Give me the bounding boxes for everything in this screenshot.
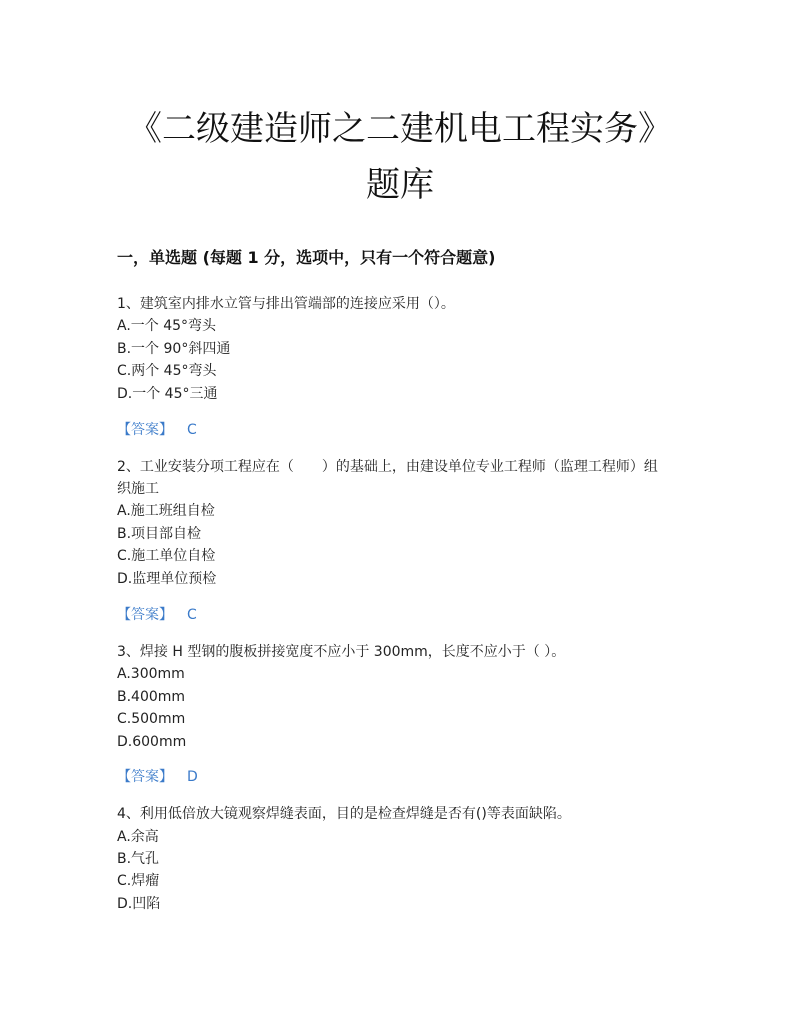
question-stem-continued: 织施工 — [117, 481, 159, 497]
question-stem: 3、焊接 H 型钢的腹板拼接宽度不应小于 300mm，长度不应小于（ ）。 — [117, 644, 566, 660]
answer-label: 【答案】 — [117, 769, 173, 785]
option-b: B.一个 90°斜四通 — [117, 341, 231, 357]
option-c: C.两个 45°弯头 — [117, 363, 217, 379]
answer-line — [117, 604, 197, 626]
option-d: D.一个 45°三通 — [117, 386, 218, 402]
answer-line — [117, 766, 198, 788]
question-stem: 4、利用低倍放大镜观察焊缝表面，目的是检查焊缝是否有()等表面缺陷。 — [117, 806, 571, 822]
document-title-line-1: 《二级建造师之二建机电工程实务》 — [128, 109, 672, 149]
option-c: C.500mm — [117, 711, 186, 727]
option-a: A.一个 45°弯头 — [117, 318, 217, 334]
option-d: D.600mm — [117, 734, 187, 750]
question-stem: 1、建筑室内排水立管与排出管端部的连接应采用（）。 — [117, 296, 455, 312]
answer-value: C — [187, 422, 197, 438]
option-b: B.400mm — [117, 689, 186, 705]
question-stem: 2、工业安装分项工程应在（ ）的基础上，由建设单位专业工程师（监理工程师）组 — [117, 459, 658, 475]
option-b: B.气孔 — [117, 851, 160, 867]
document-title-line-2: 题库 — [366, 165, 434, 205]
option-d: D.凹陷 — [117, 896, 161, 912]
option-d: D.监理单位预检 — [117, 571, 217, 587]
section-heading: 一，单选题 (每题 1 分，选项中，只有一个符合题意) — [117, 248, 496, 267]
answer-line — [117, 419, 197, 441]
option-c: C.焊瘤 — [117, 873, 160, 889]
answer-value: C — [187, 607, 197, 623]
option-a: A.施工班组自检 — [117, 503, 215, 519]
option-c: C.施工单位自检 — [117, 548, 216, 564]
option-a: A.300mm — [117, 666, 185, 682]
answer-label: 【答案】 — [117, 422, 173, 438]
answer-value: D — [187, 769, 198, 785]
option-a: A.余高 — [117, 829, 159, 845]
answer-label: 【答案】 — [117, 607, 173, 623]
option-b: B.项目部自检 — [117, 526, 202, 542]
